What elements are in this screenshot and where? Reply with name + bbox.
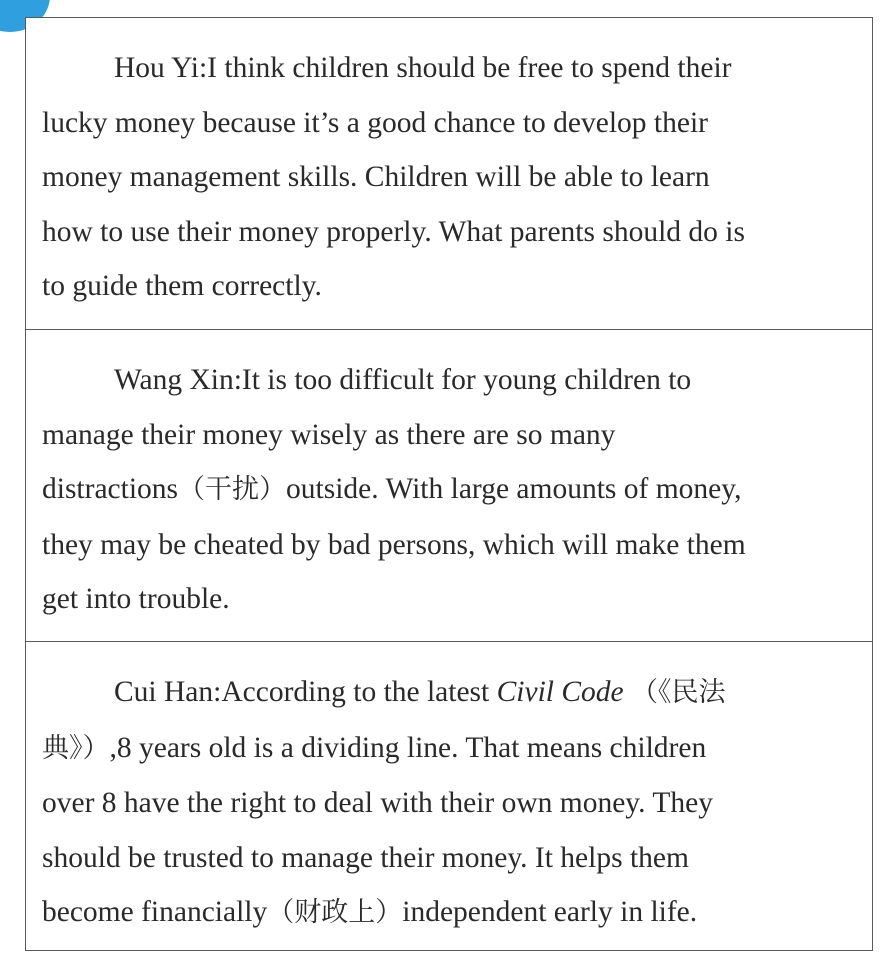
speaker-name: Hou Yi — [114, 52, 199, 84]
opinion-line: should be trusted to manage their money. It helps them — [42, 841, 689, 874]
speaker-colon: : — [213, 676, 222, 708]
speaker-name: Cui Han — [114, 676, 214, 708]
opinion-line: they may be cheated by bad persons, which will make them — [42, 528, 746, 561]
opinion-line: It is too difficult for young children to — [241, 364, 692, 396]
opinion-line: become financially — [42, 896, 268, 928]
chinese-gloss: 典》） — [42, 732, 110, 764]
chinese-gloss: （《民法 — [631, 677, 726, 708]
opinion-line: to guide them correctly. — [42, 270, 322, 302]
law-title: Civil Code — [496, 676, 624, 708]
opinion-line: outside. With large amounts of money, — [286, 473, 742, 505]
opinion-line: ,8 years old is a dividing line. That means children — [109, 731, 707, 764]
opinion-hou-yi — [26, 18, 872, 330]
speaker-colon: : — [233, 364, 242, 396]
opinion-line: According to the latest — [221, 676, 490, 708]
opinion-text — [42, 41, 856, 314]
opinion-line: money management skills. Children will be able to learn — [42, 161, 710, 193]
chinese-gloss: （财政上） — [267, 897, 403, 928]
opinion-line: lucky money because it’s a good chance to develop their — [42, 106, 708, 139]
speaker-colon: : — [198, 52, 208, 84]
opinion-text — [42, 665, 856, 941]
opinion-line: manage their money wisely as there are so many — [42, 418, 616, 451]
chinese-gloss: （干扰） — [178, 474, 287, 505]
opinion-text — [42, 353, 856, 627]
opinion-line: over 8 have the right to deal with their own money. They — [42, 787, 713, 819]
opinion-line: distractions — [42, 473, 179, 505]
opinion-wang-xin — [26, 330, 872, 642]
opinions-table — [25, 17, 873, 951]
opinion-line: how to use their money properly. What parents should do is — [42, 215, 745, 248]
opinion-line: independent early in life. — [402, 896, 698, 928]
opinion-line: get into trouble. — [42, 583, 230, 615]
speaker-name: Wang Xin — [114, 364, 234, 396]
opinion-line: I think children should be free to spend their — [207, 52, 732, 84]
opinion-cui-han — [26, 642, 872, 949]
